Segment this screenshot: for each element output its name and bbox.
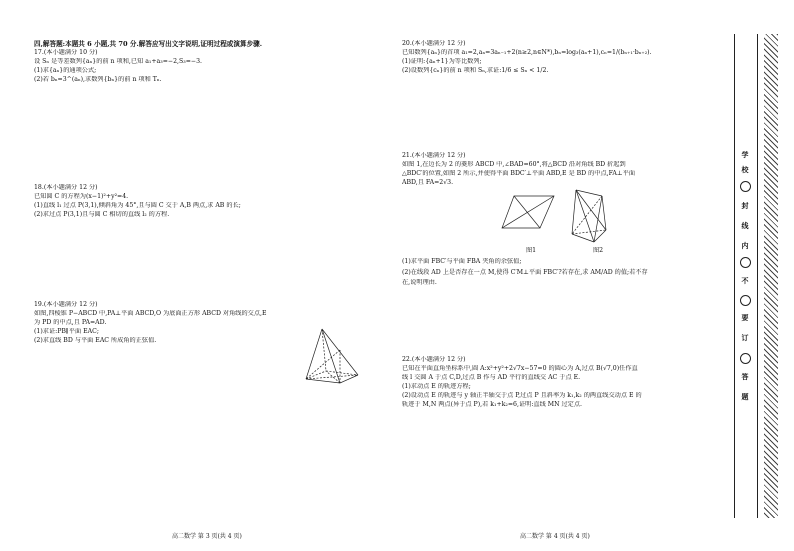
q18-part1: (1)直线 l₁ 过点 P(3,1),倾斜角为 45°,且与圆 C 交于 A,B 两点,求 AB 的长; — [34, 201, 241, 209]
question-17 — [34, 49, 379, 85]
q17-title: 17.(本小题满分 10 分) — [34, 48, 98, 56]
q21-part2-cont: 在,说明理由. — [402, 278, 437, 286]
q22-part2-cont: 轨迹于 M,N 两点(异于点 P),若 k₁+k₂=6,证明:直线 MN 过定点. — [402, 400, 583, 408]
q18-part2: (2)求过点 P(3,1)且与圆 C 相切的直线 l₂ 的方程. — [34, 210, 170, 218]
q18-stem: 已知圆 C 的方程为(x−1)²+y²=4. — [34, 192, 129, 200]
sidebar-char: 校 — [741, 165, 749, 174]
q22-title: 22.(本小题满分 12 分) — [402, 356, 466, 363]
binding-hatch — [764, 34, 778, 518]
q18-title: 18.(本小题满分 12 分) — [34, 184, 98, 191]
question-22 — [402, 356, 720, 409]
section-header: 四,解答题:本题共 6 小题,共 70 分.解答应写出文字说明,证明过程或演算步骤. — [34, 40, 263, 48]
folded-figure-2 — [568, 186, 616, 246]
question-21 — [402, 152, 720, 188]
q19-title: 19.(本小题满分 12 分) — [34, 301, 98, 308]
sidebar-circle — [737, 257, 753, 268]
question-21-parts — [402, 258, 720, 288]
sidebar-char: 订 — [741, 333, 749, 342]
q21-title: 21.(本小题满分 12 分) — [402, 152, 466, 159]
q21-part1: (1)求平面 FBC′与平面 FBA 夹角的余弦值; — [402, 258, 522, 265]
q20-stem: 已知数列{aₙ}的首项 a₁=2,aₙ=3aₙ₋₁+2(n≥2,n∈N*),bₙ=log₃(aₙ+1),cₙ=1/(bₙ₊₁·bₙ₊₂). — [402, 48, 652, 56]
q20-part1: (1)证明:{aₙ+1}为等比数列; — [402, 57, 482, 65]
sidebar-char: 学 — [741, 150, 749, 159]
fig2-label: 图2 — [593, 247, 604, 254]
q21-stem-1: 如图 1,在边长为 2 的菱形 ABCD 中,∠BAD=60°,将△BCD 沿对角线 BD 折起到 — [402, 160, 626, 168]
sidebar-circle — [737, 353, 753, 364]
sidebar-char: 不 — [741, 276, 749, 285]
q17-part1: (1)求{aₙ}的通项公式; — [34, 66, 97, 74]
question-18 — [34, 184, 379, 220]
q22-stem-2: 线 l 交圆 A 于点 C,D,过点 B 作与 AD 平行的直线交 AC 于点 E. — [402, 373, 581, 381]
q19-stem-cont: 为 PD 的中点,且 PA=AD. — [34, 318, 107, 326]
question-20 — [402, 40, 720, 76]
sidebar-char: 内 — [741, 241, 749, 250]
sidebar-circle — [737, 181, 753, 192]
q21-stem-3: ABD,且 FA=2√3. — [402, 178, 454, 186]
sidebar-circle — [737, 295, 753, 306]
footer-right: 高二数学 第 4 页(共 4 页) — [520, 533, 590, 540]
q20-title: 20.(本小题满分 12 分) — [402, 40, 466, 47]
pyramid-figure — [300, 325, 368, 387]
q17-stem: 设 Sₙ 是等差数列{aₙ}的前 n 项和,已知 a₁+a₃=−2,S₃=−3. — [34, 57, 202, 65]
q22-part2: (2)设动点 E 的轨迹与 y 轴正半轴交于点 P,过点 P 且斜率为 k₁,k₂ 的两直线交动点 E 的 — [402, 391, 642, 399]
q20-part2: (2)设数列{cₙ}的前 n 项和 Sₙ,求证:1/6 ≤ Sₙ < 1/2. — [402, 66, 549, 74]
q19-stem: 如图,四棱锥 P−ABCD 中,PA⊥平面 ABCD,O 为底面正方形 ABCD 对角线的交点,E — [34, 309, 267, 317]
footer-left: 高二数学 第 3 页(共 4 页) — [172, 533, 242, 540]
left-column — [34, 40, 379, 85]
sidebar-char: 答 — [741, 372, 749, 381]
fig1-label: 图1 — [526, 247, 537, 254]
q21-stem-2: △BDC′的位置,如图 2 所示,并使得平面 BDC′⊥平面 ABD,E 是 BD 的中点,FA⊥平面 — [402, 169, 636, 177]
q19-part2: (2)求直线 BD 与平面 EAC 所成角的正弦值. — [34, 336, 157, 344]
q22-part1: (1)求动点 E 的轨迹方程; — [402, 382, 471, 390]
q17-part2: (2)若 bₙ=3^(aₙ),求数列{bₙ}的前 n 项和 Tₙ. — [34, 75, 162, 83]
sidebar-char: 要 — [741, 313, 749, 322]
sidebar-char: 封 — [741, 201, 749, 210]
q19-part1: (1)求证:PB∥平面 EAC; — [34, 327, 99, 335]
sidebar-char: 线 — [741, 221, 749, 230]
q21-part2: (2)在线段 AD 上是否存在一点 M,使得 C′M⊥平面 FBC′?若存在,求 AM/AD 的值;若不存 — [402, 268, 648, 276]
rhombus-figure-1 — [500, 192, 556, 238]
q22-stem-1: 已知在平面直角坐标系中,圆 A:x²+y²+2√7x−57=0 的圆心为 A,过点 B(√7,0)任作直 — [402, 364, 638, 372]
sidebar-char: 题 — [741, 392, 749, 401]
